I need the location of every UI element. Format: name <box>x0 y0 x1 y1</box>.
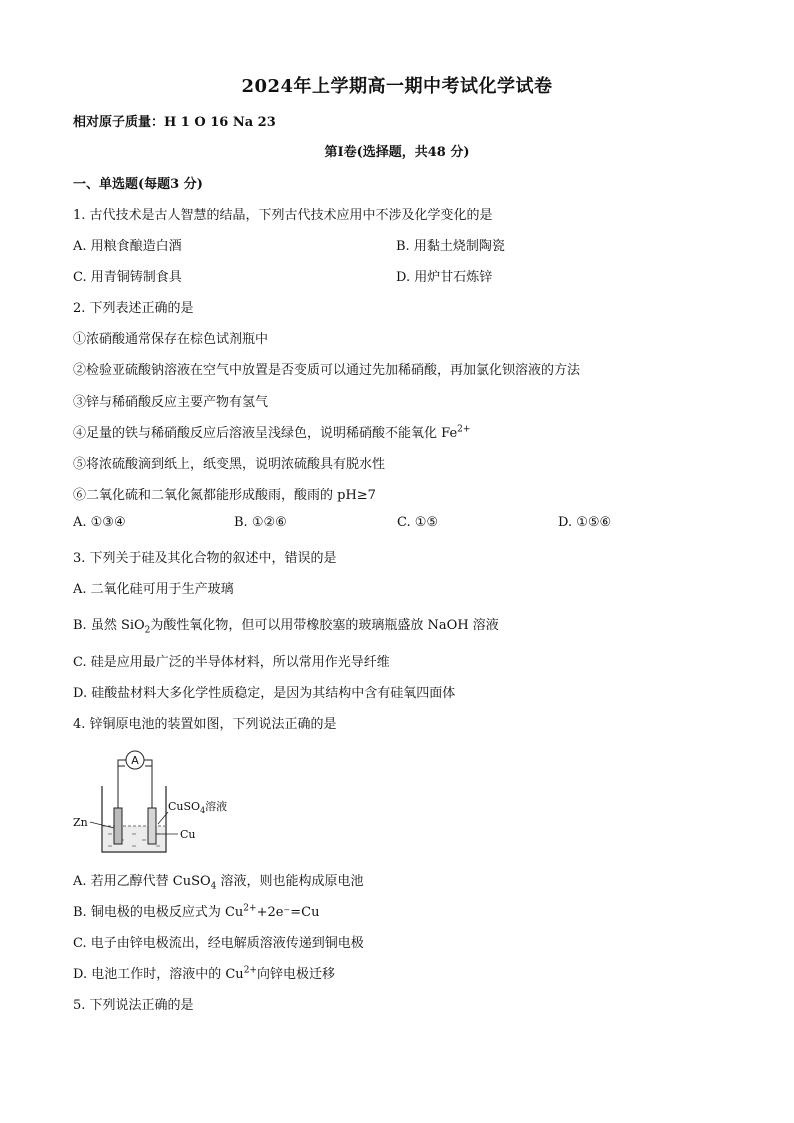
q3-option-d: D. 硅酸盐材料大多化学性质稳定，是因为其结构中含有硅氧四面体 <box>73 686 456 701</box>
q1-option-c: C. 用青铜铸制食具 <box>73 270 182 285</box>
part-heading: 一、单选题(每题3 分) <box>73 177 203 192</box>
section-title: 第Ⅰ卷(选择题，共48 分) <box>324 145 470 160</box>
q3-option-b: B. 虽然 SiO$_2$为酸性氧化物，但可以用带橡胶塞的玻璃瓶盛放 NaOH 溶液 <box>73 618 499 636</box>
cu-label: Cu <box>180 828 196 841</box>
solution-label: CuSO$_4$溶液 <box>168 800 228 815</box>
q3-option-a: A. 二氧化硅可用于生产玻璃 <box>73 582 234 597</box>
q2-statement-3: ③锌与稀硝酸反应主要产物有氢气 <box>73 395 269 410</box>
q4-option-d: D. 电池工作时，溶液中的 $Cu^{2+}$向锌电极迁移 <box>73 965 335 982</box>
q3-stem: 3. 下列关于硅及其化合物的叙述中，错误的是 <box>73 551 337 566</box>
q2-option-d: D. ①⑤⑥ <box>558 515 612 530</box>
q1-stem: 1. 古代技术是古人智慧的结晶，下列古代技术应用中不涉及化学变化的是 <box>73 208 493 223</box>
q4-option-a: A. 若用乙醇代替 CuSO$_4$ 溶液，则也能构成原电池 <box>73 874 364 892</box>
q4-option-b: B. 铜电极的电极反应式为 $Cu^{2+}+2e^-=Cu$ <box>73 903 320 920</box>
q1-option-d: D. 用炉甘石炼锌 <box>396 270 493 285</box>
q2-option-a: A. ①③④ <box>73 515 126 530</box>
q2-statement-5: ⑤将浓硫酸滴到纸上，纸变黑，说明浓硫酸具有脱水性 <box>73 457 386 472</box>
q5-stem: 5. 下列说法正确的是 <box>73 998 194 1013</box>
zn-label: Zn <box>73 816 88 829</box>
q3-option-c: C. 硅是应用最广泛的半导体材料，所以常用作光导纤维 <box>73 655 390 670</box>
q1-option-a: A. 用粮食酿造白酒 <box>73 239 182 254</box>
q4-option-c: C. 电子由锌电极流出，经电解质溶液传递到铜电极 <box>73 936 364 951</box>
galvanic-cell-diagram <box>72 748 252 858</box>
q2-statement-2: ②检验亚硫酸钠溶液在空气中放置是否变质可以通过先加稀硝酸，再加氯化钡溶液的方法 <box>73 363 581 378</box>
q2-statement-1: ①浓硝酸通常保存在棕色试剂瓶中 <box>73 332 269 347</box>
zinc-electrode <box>114 808 122 844</box>
ammeter-label: A <box>131 754 139 767</box>
copper-electrode <box>148 808 156 844</box>
q2-stem: 2. 下列表述正确的是 <box>73 301 194 316</box>
page-title: 2024年上学期高一期中考试化学试卷 <box>241 76 553 97</box>
q2-option-b: B. ①②⑥ <box>234 515 287 530</box>
q2-statement-6: ⑥二氧化硫和二氧化氮都能形成酸雨，酸雨的 pH≥7 <box>73 488 376 503</box>
q4-stem: 4. 锌铜原电池的装置如图，下列说法正确的是 <box>73 717 337 732</box>
q2-statement-4: ④足量的铁与稀硝酸反应后溶液呈浅绿色，说明稀硝酸不能氧化 $Fe^{2+}$ <box>73 424 471 441</box>
q2-option-c: C. ①⑤ <box>397 515 439 530</box>
atomic-mass-note: 相对原子质量：H 1 O 16 Na 23 <box>73 115 276 130</box>
q1-option-b: B. 用黏土烧制陶瓷 <box>396 239 505 254</box>
